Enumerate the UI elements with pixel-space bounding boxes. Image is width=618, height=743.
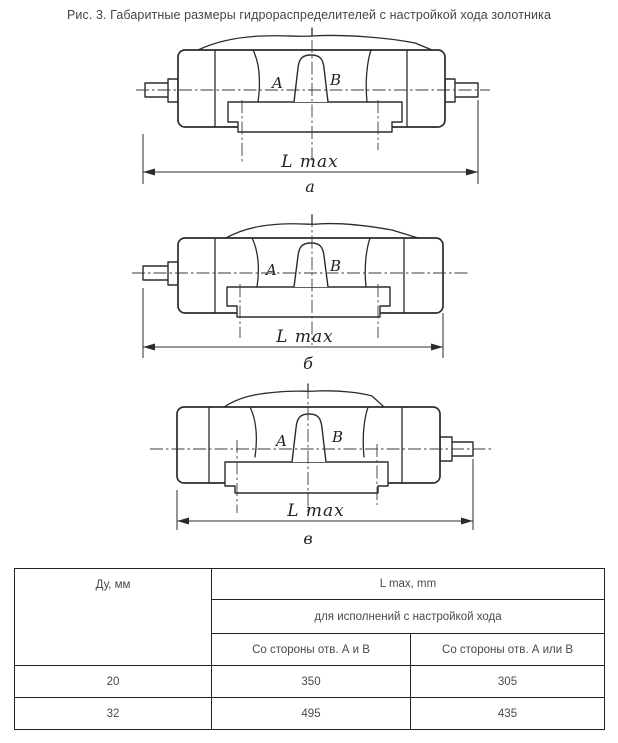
top-cover-outline <box>198 35 432 50</box>
table-header-row-1 <box>15 569 605 600</box>
variant-letter: б <box>303 354 313 373</box>
table-row <box>15 666 605 698</box>
dim-arrow-left <box>177 518 189 525</box>
cell-du: 20 <box>15 666 212 698</box>
cell-lmax-a-or-b: 305 <box>411 666 605 698</box>
dimension-label: L max <box>281 152 339 172</box>
top-cover-outline <box>224 391 384 407</box>
header-du: Ду, мм <box>15 569 212 666</box>
figure-b <box>132 214 468 373</box>
dim-arrow-left <box>143 169 155 176</box>
header-side-ab: Со стороны отв. А и В <box>212 634 411 666</box>
right-shaft-flange <box>445 79 455 102</box>
left-shaft-flange <box>168 262 178 285</box>
dimensions-table <box>14 568 605 730</box>
port-b-label: B <box>330 257 342 275</box>
mounting-plate <box>225 462 388 493</box>
port-a-label: A <box>272 74 283 92</box>
dim-arrow-right <box>466 169 478 176</box>
cell-lmax-ab: 495 <box>212 698 411 730</box>
dim-arrow-left <box>143 344 155 351</box>
cell-du: 32 <box>15 698 212 730</box>
figure-a <box>136 28 490 196</box>
header-side-a-or-b: Со стороны отв. А или В <box>411 634 605 666</box>
table-row <box>15 698 605 730</box>
header-executions: для исполнений с настройкой хода <box>212 600 605 634</box>
mounting-plate <box>228 102 402 132</box>
cell-lmax-ab: 350 <box>212 666 411 698</box>
dim-arrow-right <box>431 344 443 351</box>
adjuster-bell <box>294 243 328 287</box>
dimension-label: L max <box>276 327 334 347</box>
mounting-plate <box>227 287 390 317</box>
cell-lmax-a-or-b: 435 <box>411 698 605 730</box>
figure-v <box>150 384 492 548</box>
top-cover-outline <box>226 224 418 238</box>
port-a-label: A <box>276 432 287 450</box>
adjuster-bell <box>292 414 326 462</box>
dim-arrow-right <box>461 518 473 525</box>
variant-letter: а <box>305 177 315 196</box>
left-shaft-flange <box>168 79 178 102</box>
port-b-label: B <box>332 428 344 446</box>
adjuster-bell <box>294 55 328 102</box>
header-lmax: L max, mm <box>212 569 605 600</box>
dimension-label: L max <box>287 501 345 521</box>
port-b-label: B <box>330 71 342 89</box>
figure-caption-title: Рис. 3. Габаритные размеры гидрораспределителей с настройкой хода золотника <box>66 8 552 22</box>
port-a-label: A <box>266 261 277 279</box>
variant-letter: в <box>303 529 313 548</box>
